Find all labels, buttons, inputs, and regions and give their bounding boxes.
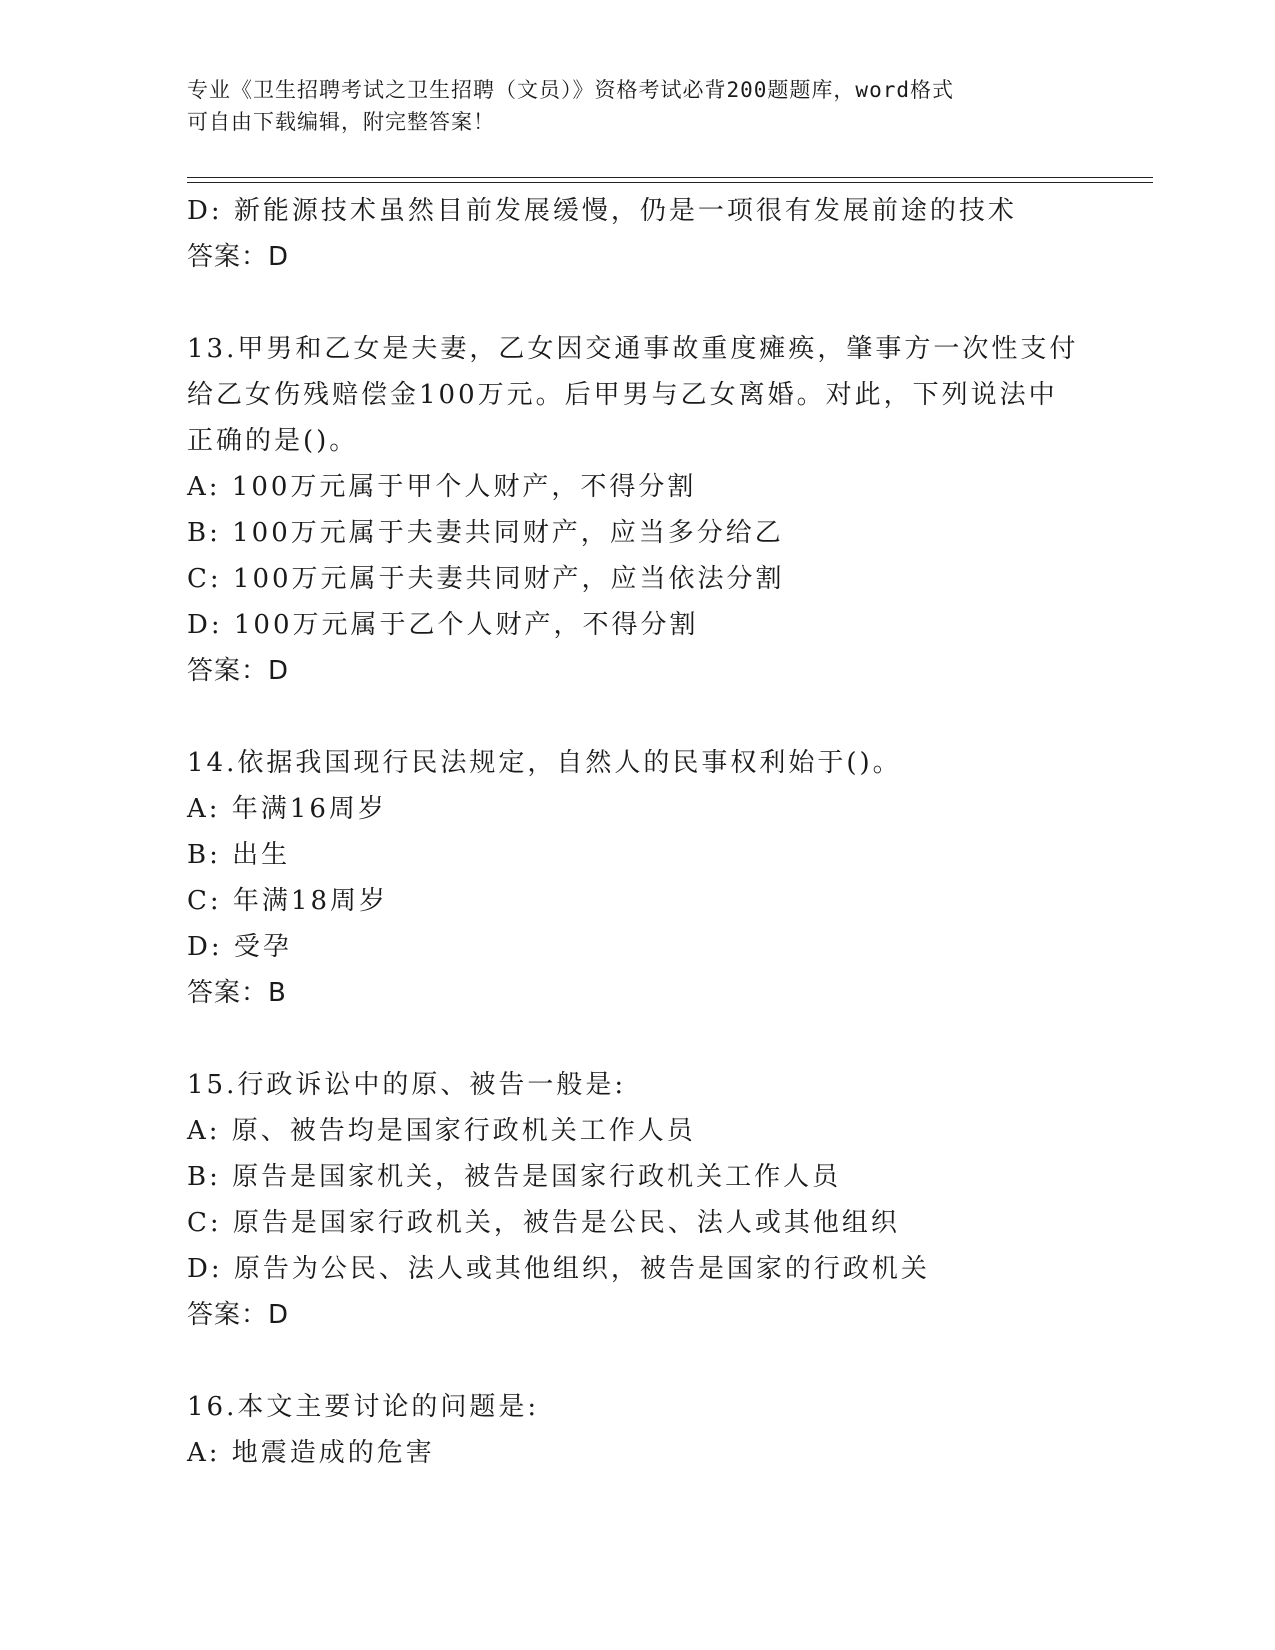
question-14-answer: 答案：B <box>187 978 287 1008</box>
question-16-stem: 16.本文主要讨论的问题是: <box>187 1392 540 1422</box>
question-14-option-d: D: 受孕 <box>187 932 292 962</box>
question-15-option-b: B: 原告是国家机关，被告是国家行政机关工作人员 <box>187 1162 842 1192</box>
question-14-stem: 14.依据我国现行民法规定，自然人的民事权利始于()。 <box>187 748 902 778</box>
spacer <box>187 694 1153 740</box>
header-divider-top <box>187 177 1153 178</box>
question-13-option-d: D: 100万元属于乙个人财产，不得分割 <box>187 610 699 640</box>
question-13-option-b: B: 100万元属于夫妻共同财产，应当多分给乙 <box>187 518 784 548</box>
question-15-option-a: A: 原、被告均是国家行政机关工作人员 <box>187 1116 696 1146</box>
question-13-answer: 答案：D <box>187 656 290 686</box>
question-14-option-c: C: 年满18周岁 <box>187 886 389 916</box>
question-14-option-b: B: 出生 <box>187 840 291 870</box>
question-13-stem-line-2: 给乙女伤残赔偿金100万元。后甲男与乙女离婚。对此，下列说法中 <box>187 380 1058 410</box>
question-13-option-a: A: 100万元属于甲个人财产，不得分割 <box>187 472 697 502</box>
spacer <box>187 1338 1153 1384</box>
question-13-option-c: C: 100万元属于夫妻共同财产，应当依法分割 <box>187 564 785 594</box>
question-15-option-c: C: 原告是国家行政机关，被告是公民、法人或其他组织 <box>187 1208 900 1238</box>
question-list <box>187 188 1153 1476</box>
header-line-1: 专业《卫生招聘考试之卫生招聘（文员）》资格考试必背200题题库，word格式 <box>187 78 954 102</box>
question-13-stem-line-1: 13.甲男和乙女是夫妻，乙女因交通事故重度瘫痪，肇事方一次性支付 <box>187 334 1079 364</box>
question-15-option-d: D: 原告为公民、法人或其他组织，被告是国家的行政机关 <box>187 1254 930 1284</box>
document-header <box>187 74 1087 138</box>
question-15-stem: 15.行政诉讼中的原、被告一般是: <box>187 1070 627 1100</box>
header-line-2: 可自由下载编辑，附完整答案！ <box>187 110 495 134</box>
question-13-stem-line-3: 正确的是()。 <box>187 426 359 456</box>
prev-answer: 答案：D <box>187 242 290 272</box>
question-14-option-a: A: 年满16周岁 <box>187 794 387 824</box>
question-15-answer: 答案：D <box>187 1300 290 1330</box>
spacer <box>187 280 1153 326</box>
header-divider-bottom <box>187 182 1153 183</box>
question-16-option-a: A: 地震造成的危害 <box>187 1438 435 1468</box>
spacer <box>187 1016 1153 1062</box>
prev-option-d: D: 新能源技术虽然目前发展缓慢，仍是一项很有发展前途的技术 <box>187 196 1017 226</box>
